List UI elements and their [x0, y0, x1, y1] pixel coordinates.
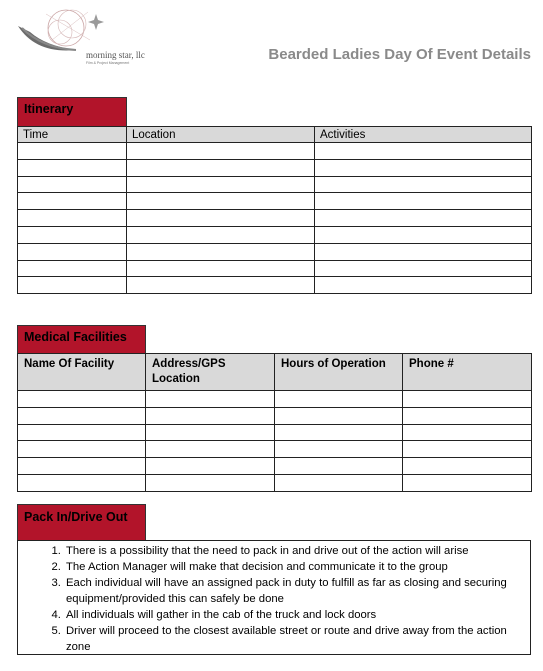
pack-in-box	[17, 540, 531, 655]
itinerary-row	[18, 176, 532, 193]
itinerary-row	[18, 226, 532, 243]
medical-cell	[18, 391, 146, 408]
medical-body	[18, 391, 532, 492]
itinerary-cell	[18, 260, 127, 277]
medical-cell	[403, 407, 532, 424]
list-item: 3. Each individual will have an assigned pack in duty to fulfill as far as closing and securing equipment/provided this can safely be done	[64, 575, 514, 607]
itinerary-cell	[127, 226, 315, 243]
itinerary-row	[18, 193, 532, 210]
medical-col-phone: Phone #	[403, 354, 532, 391]
list-item: 2. The Action Manager will make that decision and communicate it to the group	[64, 559, 514, 575]
itinerary-cell	[18, 277, 127, 294]
itinerary-table	[17, 126, 532, 294]
medical-cell	[146, 441, 275, 458]
medical-cell	[275, 424, 403, 441]
medical-cell	[146, 424, 275, 441]
itinerary-cell	[315, 143, 532, 160]
medical-cell	[275, 407, 403, 424]
medical-row	[18, 458, 532, 475]
itinerary-cell	[18, 159, 127, 176]
medical-col-facility: Name Of Facility	[18, 354, 146, 391]
medical-row	[18, 441, 532, 458]
itinerary-header-row	[18, 127, 532, 143]
medical-cell	[403, 458, 532, 475]
medical-cell	[403, 424, 532, 441]
medical-cell	[403, 441, 532, 458]
medical-header-row	[18, 354, 532, 391]
itinerary-cell	[127, 193, 315, 210]
itinerary-col-activities: Activities	[315, 127, 532, 143]
itinerary-cell	[18, 243, 127, 260]
medical-cell	[275, 391, 403, 408]
itinerary-cell	[18, 193, 127, 210]
itinerary-row	[18, 210, 532, 227]
itinerary-cell	[315, 277, 532, 294]
itinerary-cell	[127, 159, 315, 176]
company-logo	[16, 6, 145, 66]
itinerary-cell	[127, 176, 315, 193]
itinerary-section-header: Itinerary	[17, 97, 127, 126]
itinerary-cell	[127, 260, 315, 277]
itinerary-cell	[127, 277, 315, 294]
medical-cell	[18, 458, 146, 475]
medical-cell	[275, 441, 403, 458]
medical-cell	[18, 441, 146, 458]
medical-cell	[403, 474, 532, 491]
pack-in-list	[18, 541, 530, 655]
itinerary-row	[18, 159, 532, 176]
medical-cell	[146, 391, 275, 408]
itinerary-row	[18, 143, 532, 160]
medical-cell	[18, 424, 146, 441]
medical-cell	[146, 474, 275, 491]
itinerary-cell	[315, 159, 532, 176]
itinerary-row	[18, 277, 532, 294]
medical-cell	[18, 407, 146, 424]
medical-row	[18, 391, 532, 408]
itinerary-col-location: Location	[127, 127, 315, 143]
itinerary-cell	[127, 243, 315, 260]
itinerary-cell	[315, 243, 532, 260]
medical-cell	[18, 474, 146, 491]
itinerary-cell	[127, 143, 315, 160]
medical-section-header: Medical Facilities	[17, 325, 146, 353]
medical-row	[18, 474, 532, 491]
medical-cell	[275, 474, 403, 491]
list-item: 1. There is a possibility that the need to pack in and drive out of the action will arise	[64, 543, 514, 559]
medical-table	[17, 353, 532, 492]
itinerary-cell	[127, 210, 315, 227]
list-item: 4. All individuals will gather in the cab of the truck and lock doors	[64, 607, 514, 623]
itinerary-body	[18, 143, 532, 294]
itinerary-col-time: Time	[18, 127, 127, 143]
medical-col-address: Address/GPS Location	[146, 354, 275, 391]
logo-name: morning star, llc	[86, 50, 145, 60]
itinerary-row	[18, 260, 532, 277]
itinerary-cell	[315, 226, 532, 243]
itinerary-cell	[18, 226, 127, 243]
medical-row	[18, 407, 532, 424]
medical-col-hours: Hours of Operation	[275, 354, 403, 391]
itinerary-cell	[315, 210, 532, 227]
itinerary-row	[18, 243, 532, 260]
itinerary-cell	[18, 176, 127, 193]
medical-row	[18, 424, 532, 441]
itinerary-cell	[18, 210, 127, 227]
itinerary-cell	[18, 143, 127, 160]
document-title: Bearded Ladies Day Of Event Details	[268, 46, 531, 63]
pack-in-section-header: Pack In/Drive Out	[17, 504, 146, 540]
itinerary-cell	[315, 193, 532, 210]
medical-cell	[146, 407, 275, 424]
logo-tagline: Film & Project Management	[86, 61, 130, 65]
list-item: 5. Driver will proceed to the closest available street or route and drive away from the action zone	[64, 623, 514, 655]
medical-cell	[275, 458, 403, 475]
itinerary-cell	[315, 176, 532, 193]
itinerary-cell	[315, 260, 532, 277]
medical-cell	[403, 391, 532, 408]
medical-cell	[146, 458, 275, 475]
